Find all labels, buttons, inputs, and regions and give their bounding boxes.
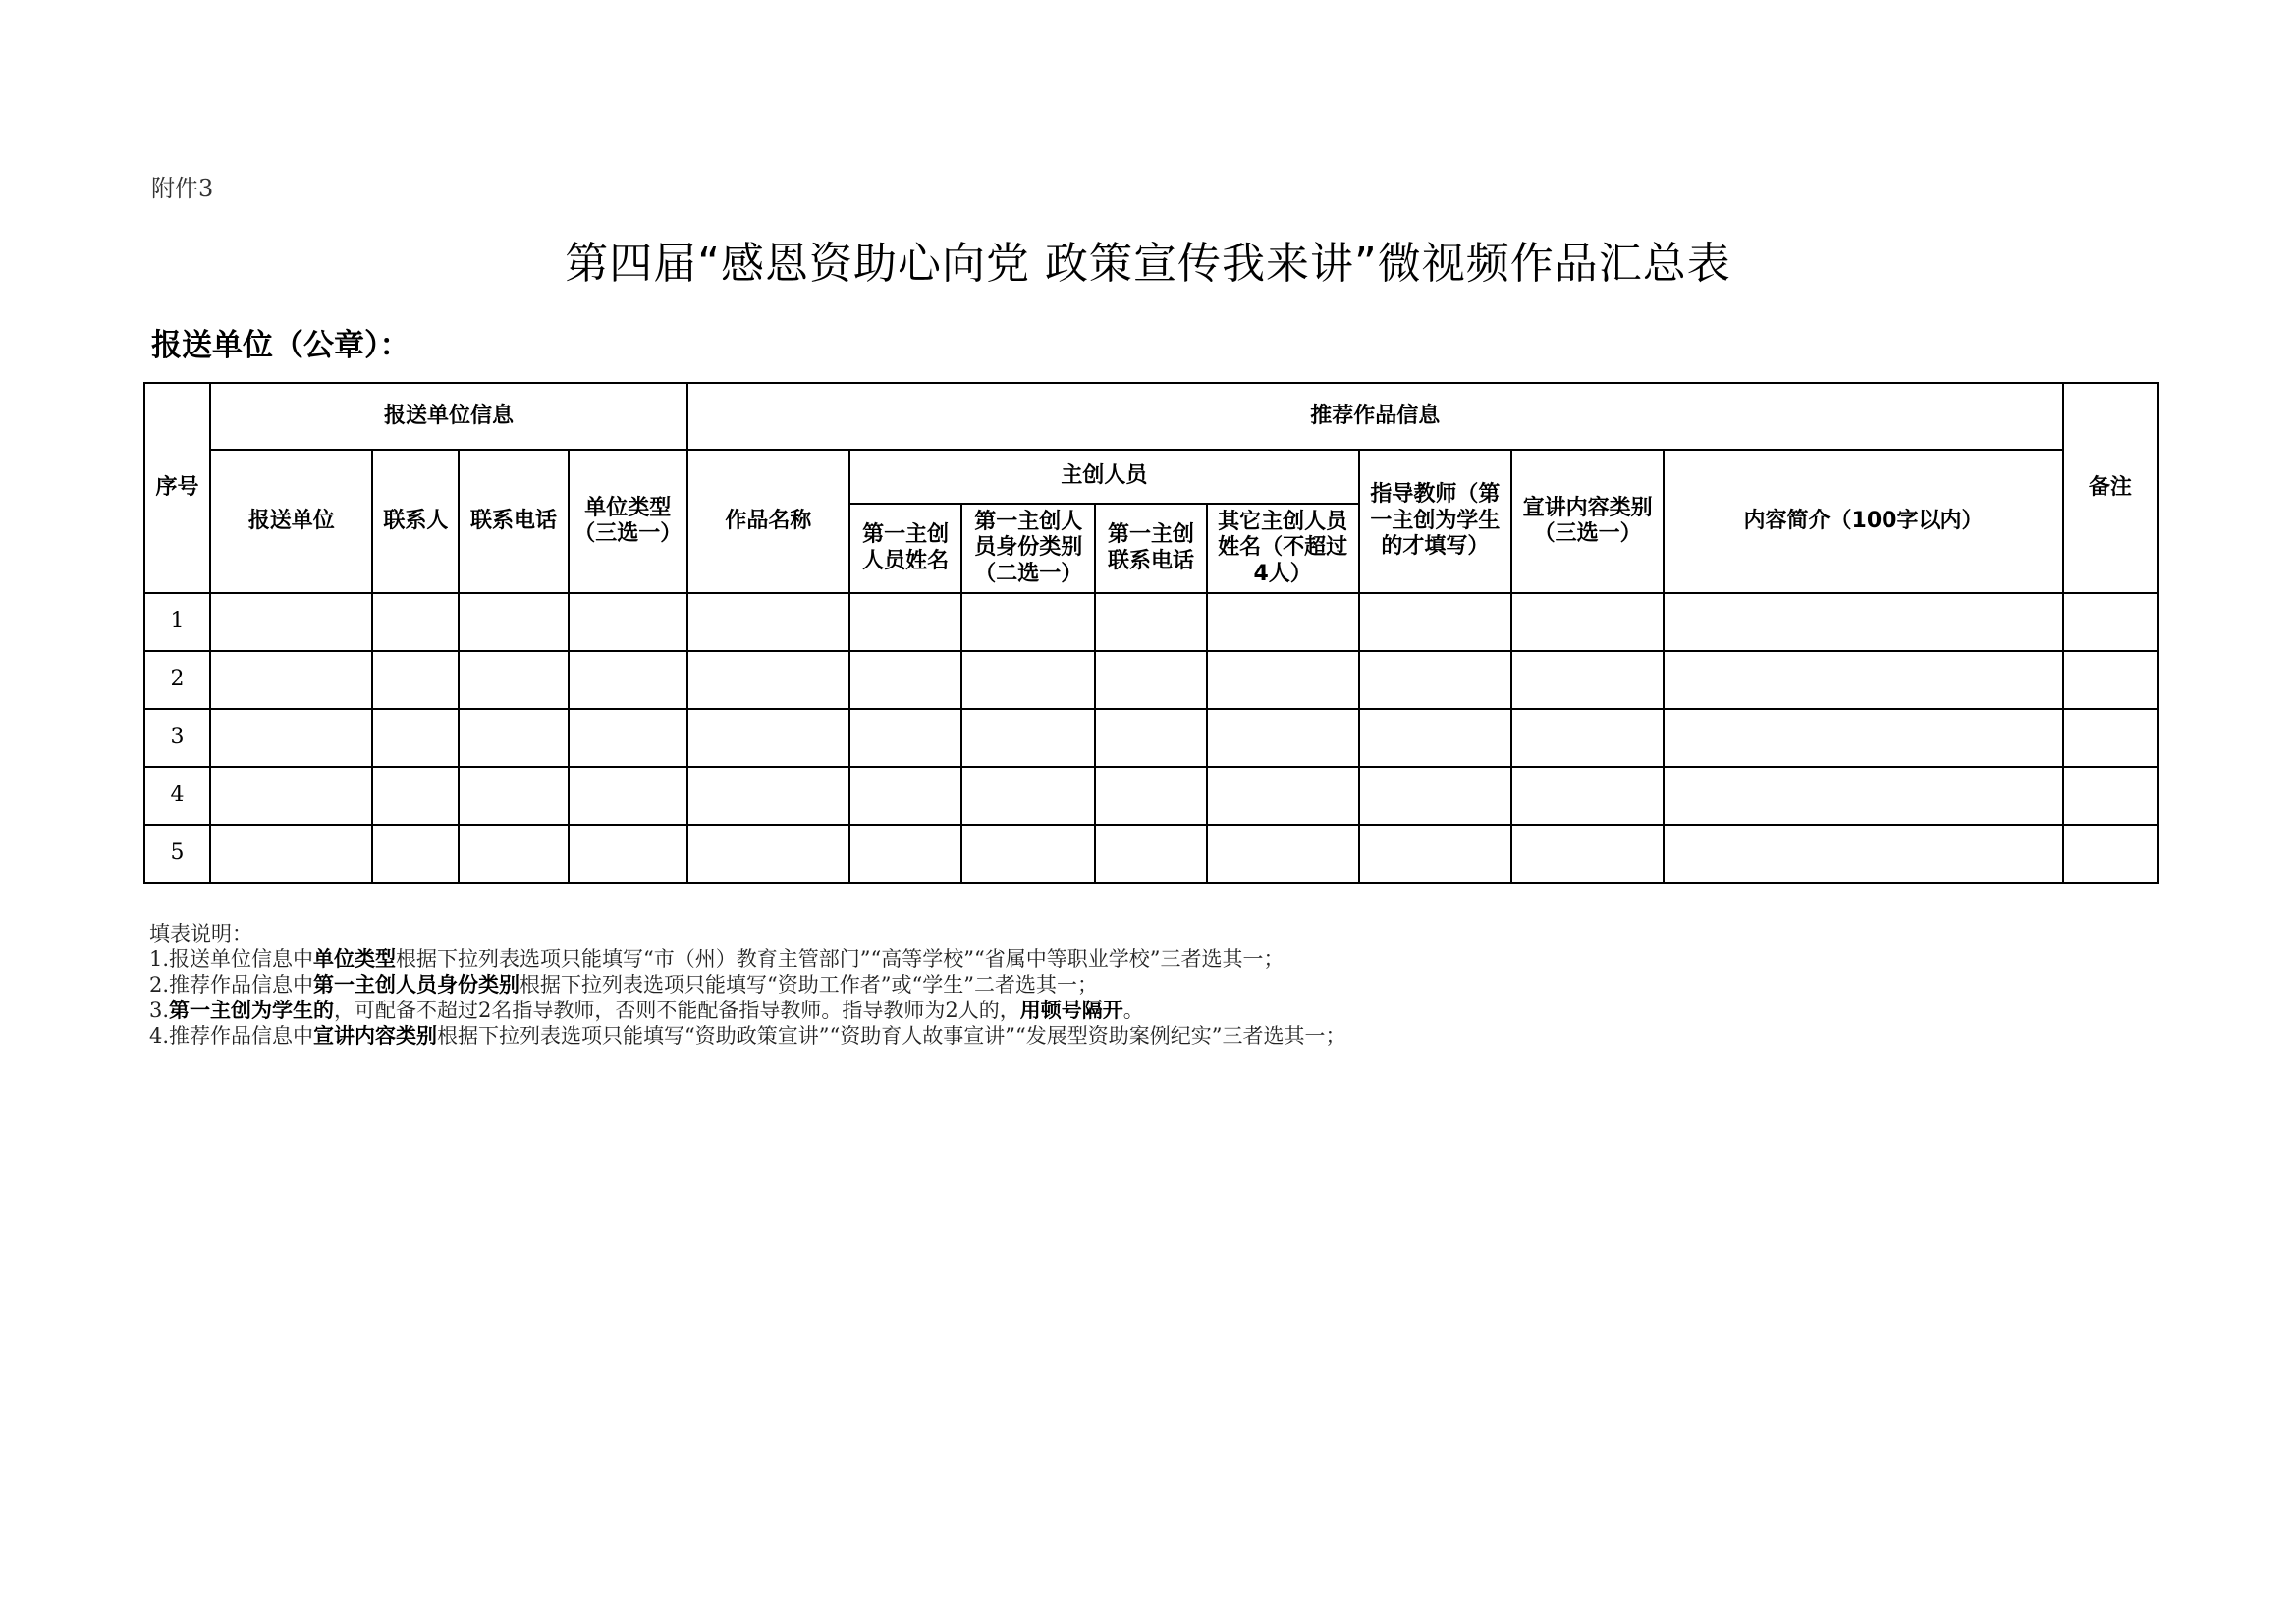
table-cell[interactable] [849,767,961,825]
table-row [144,767,2158,825]
table-cell[interactable] [569,709,687,767]
note-emphasis: 宣讲内容类别 [313,1024,438,1048]
table-cell[interactable] [372,825,459,883]
notes-heading: 填表说明： [149,922,252,946]
table-cell[interactable] [849,593,961,651]
row-number: 4 [144,767,210,825]
col-summary-header: 内容简介（100字以内） [1664,450,2063,593]
table-cell[interactable] [961,767,1095,825]
note-2 [149,972,1345,998]
table-cell[interactable] [849,651,961,709]
col-work-name-header: 作品名称 [687,450,849,593]
note-text: 4.推荐作品信息中 [149,1024,314,1048]
table-cell[interactable] [372,651,459,709]
table-cell[interactable] [1207,709,1359,767]
table-row [144,651,2158,709]
table-cell[interactable] [2063,767,2158,825]
col-unit-type-header: 单位类型（三选一） [569,450,687,593]
table-cell[interactable] [1095,767,1206,825]
table-cell[interactable] [1359,709,1511,767]
table-cell[interactable] [1207,825,1359,883]
table-cell[interactable] [372,593,459,651]
note-4 [149,1023,1345,1049]
table-cell[interactable] [2063,593,2158,651]
table-cell[interactable] [1511,825,1664,883]
table-cell[interactable] [1207,593,1359,651]
table-cell[interactable] [1664,767,2063,825]
table-cell[interactable] [372,767,459,825]
table-cell[interactable] [687,651,849,709]
group-creators-header: 主创人员 [849,450,1359,504]
table-cell[interactable] [1359,825,1511,883]
col-first-creator-name-header: 第一主创人员姓名 [849,504,961,593]
row-number: 3 [144,709,210,767]
note-emphasis: 第一主创人员身份类别 [313,973,520,997]
table-cell[interactable] [1511,767,1664,825]
table-cell[interactable] [372,709,459,767]
note-1 [149,947,1345,972]
col-contact-header: 联系人 [372,450,459,593]
table-cell[interactable] [2063,651,2158,709]
table-cell[interactable] [1359,767,1511,825]
table-cell[interactable] [687,825,849,883]
table-cell[interactable] [1664,651,2063,709]
note-3 [149,998,1345,1023]
table-cell[interactable] [210,709,372,767]
table-cell[interactable] [849,825,961,883]
attachment-label: 附件3 [151,175,214,202]
col-other-creators-header: 其它主创人员姓名（不超过4人） [1207,504,1359,593]
table-cell[interactable] [459,825,568,883]
table-cell[interactable] [1511,651,1664,709]
table-cell[interactable] [569,825,687,883]
table-cell[interactable] [459,651,568,709]
table-cell[interactable] [1664,709,2063,767]
fill-instructions [149,921,1345,1049]
table-cell[interactable] [687,709,849,767]
table-cell[interactable] [849,709,961,767]
table-row [144,825,2158,883]
reporting-unit-label: 报送单位（公章）： [151,328,410,363]
table-cell[interactable] [1511,709,1664,767]
summary-table [143,382,2159,884]
table-cell[interactable] [1095,651,1206,709]
table-cell[interactable] [459,593,568,651]
col-phone-header: 联系电话 [459,450,568,593]
col-advisor-header: 指导教师（第一主创为学生的才填写） [1359,450,1511,593]
table-cell[interactable] [569,767,687,825]
table-row [144,709,2158,767]
col-unit-header: 报送单位 [210,450,372,593]
row-number: 5 [144,825,210,883]
note-emphasis: 用顿号隔开 [1019,999,1123,1022]
col-first-creator-phone-header: 第一主创联系电话 [1095,504,1206,593]
table-cell[interactable] [961,825,1095,883]
table-cell[interactable] [961,593,1095,651]
table-cell[interactable] [1095,593,1206,651]
group-work-info-header: 推荐作品信息 [687,383,2063,450]
table-cell[interactable] [1095,709,1206,767]
table-cell[interactable] [1664,593,2063,651]
table-cell[interactable] [1664,825,2063,883]
note-text: ，可配备不超过2名指导教师，否则不能配备指导教师。指导教师为2人的， [334,999,1020,1022]
row-number: 2 [144,651,210,709]
col-remarks-header: 备注 [2063,383,2158,593]
note-text: 。 [1122,999,1144,1022]
table-cell[interactable] [210,825,372,883]
table-cell[interactable] [961,651,1095,709]
note-text: 1.报送单位信息中 [149,947,314,971]
table-cell[interactable] [569,593,687,651]
table-cell[interactable] [1359,651,1511,709]
table-cell[interactable] [1359,593,1511,651]
table-cell[interactable] [961,709,1095,767]
note-text: 根据下拉列表选项只能填写“市（州）教育主管部门”“高等学校”“省属中等职业学校”三者选其一； [396,947,1285,971]
table-cell[interactable] [459,767,568,825]
table-cell[interactable] [2063,825,2158,883]
table-cell[interactable] [1095,825,1206,883]
table-cell[interactable] [2063,709,2158,767]
table-cell[interactable] [1207,651,1359,709]
table-cell[interactable] [459,709,568,767]
group-unit-info-header: 报送单位信息 [210,383,687,450]
col-first-creator-identity-header: 第一主创人员身份类别（二选一） [961,504,1095,593]
note-emphasis: 第一主创为学生的 [169,999,335,1022]
note-text: 2.推荐作品信息中 [149,973,314,997]
note-emphasis: 单位类型 [313,947,397,971]
page-title: 第四届“感恩资助心向党 政策宣传我来讲”微视频作品汇总表 [565,239,1731,289]
table-cell[interactable] [1207,767,1359,825]
table-cell[interactable] [210,767,372,825]
note-text: 根据下拉列表选项只能填写“资助工作者”或“学生”二者选其一； [519,973,1098,997]
note-text: 根据下拉列表选项只能填写“资助政策宣讲”“资助育人故事宣讲”“发展型资助案例纪实”三者选其一； [437,1024,1346,1048]
table-row [144,593,2158,651]
note-text: 3. [149,999,170,1022]
table-cell[interactable] [1511,593,1664,651]
table-cell[interactable] [569,651,687,709]
row-number: 1 [144,593,210,651]
col-content-category-header: 宣讲内容类别（三选一） [1511,450,1664,593]
col-serial-header: 序号 [144,383,210,593]
table-cell[interactable] [210,651,372,709]
table-cell[interactable] [687,767,849,825]
table-cell[interactable] [687,593,849,651]
table-cell[interactable] [210,593,372,651]
